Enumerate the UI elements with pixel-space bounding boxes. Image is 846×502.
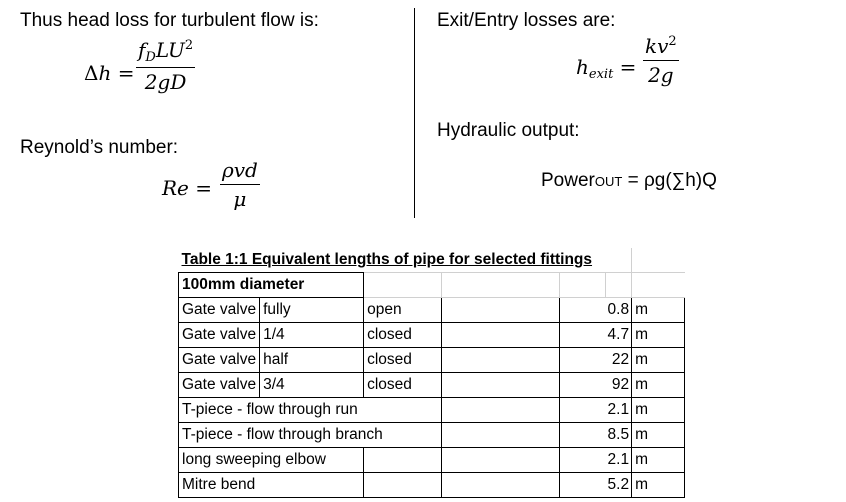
exit-intro: Exit/Entry losses are:: [437, 10, 616, 31]
table-row: [179, 323, 685, 348]
row-item: Mitre bend: [179, 473, 364, 498]
reynolds-denominator: μ: [233, 187, 247, 211]
row-item: T-piece - flow through run: [179, 398, 442, 423]
table-row: [179, 448, 685, 473]
row-item: T-piece - flow through branch: [179, 423, 442, 448]
row-value: 2.1: [560, 398, 632, 423]
hydraulic-intro: Hydraulic output:: [437, 120, 580, 141]
table-subtitle: 100mm diameter: [179, 273, 364, 298]
row-unit: m: [632, 423, 685, 448]
row-state: open: [364, 298, 442, 323]
row-setting: fully: [260, 298, 364, 323]
power-label: Power: [541, 170, 595, 191]
power-subscript: OUT: [594, 174, 623, 189]
row-state: closed: [364, 348, 442, 373]
row-setting: 1/4: [260, 323, 364, 348]
table-row: [179, 473, 685, 498]
power-rhs: = ρg(∑h)Q: [622, 170, 717, 191]
power-formula: [541, 170, 717, 192]
row-item: long sweeping elbow: [179, 448, 364, 473]
row-item: Gate valve: [179, 298, 260, 323]
exit-numerator: $kv^2$: [643, 34, 679, 61]
row-item: Gate valve: [179, 373, 260, 398]
reynolds-lhs: Re =: [162, 176, 213, 200]
table-row: [179, 398, 685, 423]
table-row: [179, 423, 685, 448]
column-divider: [414, 8, 415, 218]
row-item: Gate valve: [179, 348, 260, 373]
row-value: 5.2: [560, 473, 632, 498]
row-unit: m: [632, 323, 685, 348]
headloss-denominator: 2gD: [144, 70, 187, 94]
exit-fraction: [643, 34, 679, 87]
row-value: 22: [560, 348, 632, 373]
row-unit: m: [632, 373, 685, 398]
table-subtitle-row: [179, 273, 685, 298]
fittings-table: [178, 248, 685, 498]
table-title-row: [179, 248, 685, 273]
row-setting: 3/4: [260, 373, 364, 398]
row-value: 8.5: [560, 423, 632, 448]
reynolds-intro: Reynold’s number:: [20, 137, 179, 158]
row-value: 92: [560, 373, 632, 398]
headloss-lhs: Δh =: [84, 61, 135, 85]
row-value: 0.8: [560, 298, 632, 323]
row-item: Gate valve: [179, 323, 260, 348]
row-unit: m: [632, 473, 685, 498]
row-unit: m: [632, 448, 685, 473]
row-setting: half: [260, 348, 364, 373]
headloss-fraction: [136, 38, 195, 94]
exit-lhs: $h_{exit}$ =: [576, 55, 637, 82]
table-row: [179, 348, 685, 373]
row-unit: m: [632, 398, 685, 423]
reynolds-numerator: ρvd: [220, 158, 260, 185]
row-value: 4.7: [560, 323, 632, 348]
table-row: [179, 373, 685, 398]
row-state: closed: [364, 373, 442, 398]
row-unit: m: [632, 298, 685, 323]
headloss-numerator: $f_DLU^2$: [136, 38, 195, 68]
headloss-intro: Thus head loss for turbulent flow is:: [20, 10, 319, 31]
exit-denominator: 2g: [648, 63, 674, 87]
table-row: [179, 298, 685, 323]
row-state: closed: [364, 323, 442, 348]
row-value: 2.1: [560, 448, 632, 473]
row-unit: m: [632, 348, 685, 373]
table-title: Table 1:1 Equivalent lengths of pipe for selected fittings: [181, 251, 593, 268]
reynolds-fraction: [220, 158, 260, 211]
